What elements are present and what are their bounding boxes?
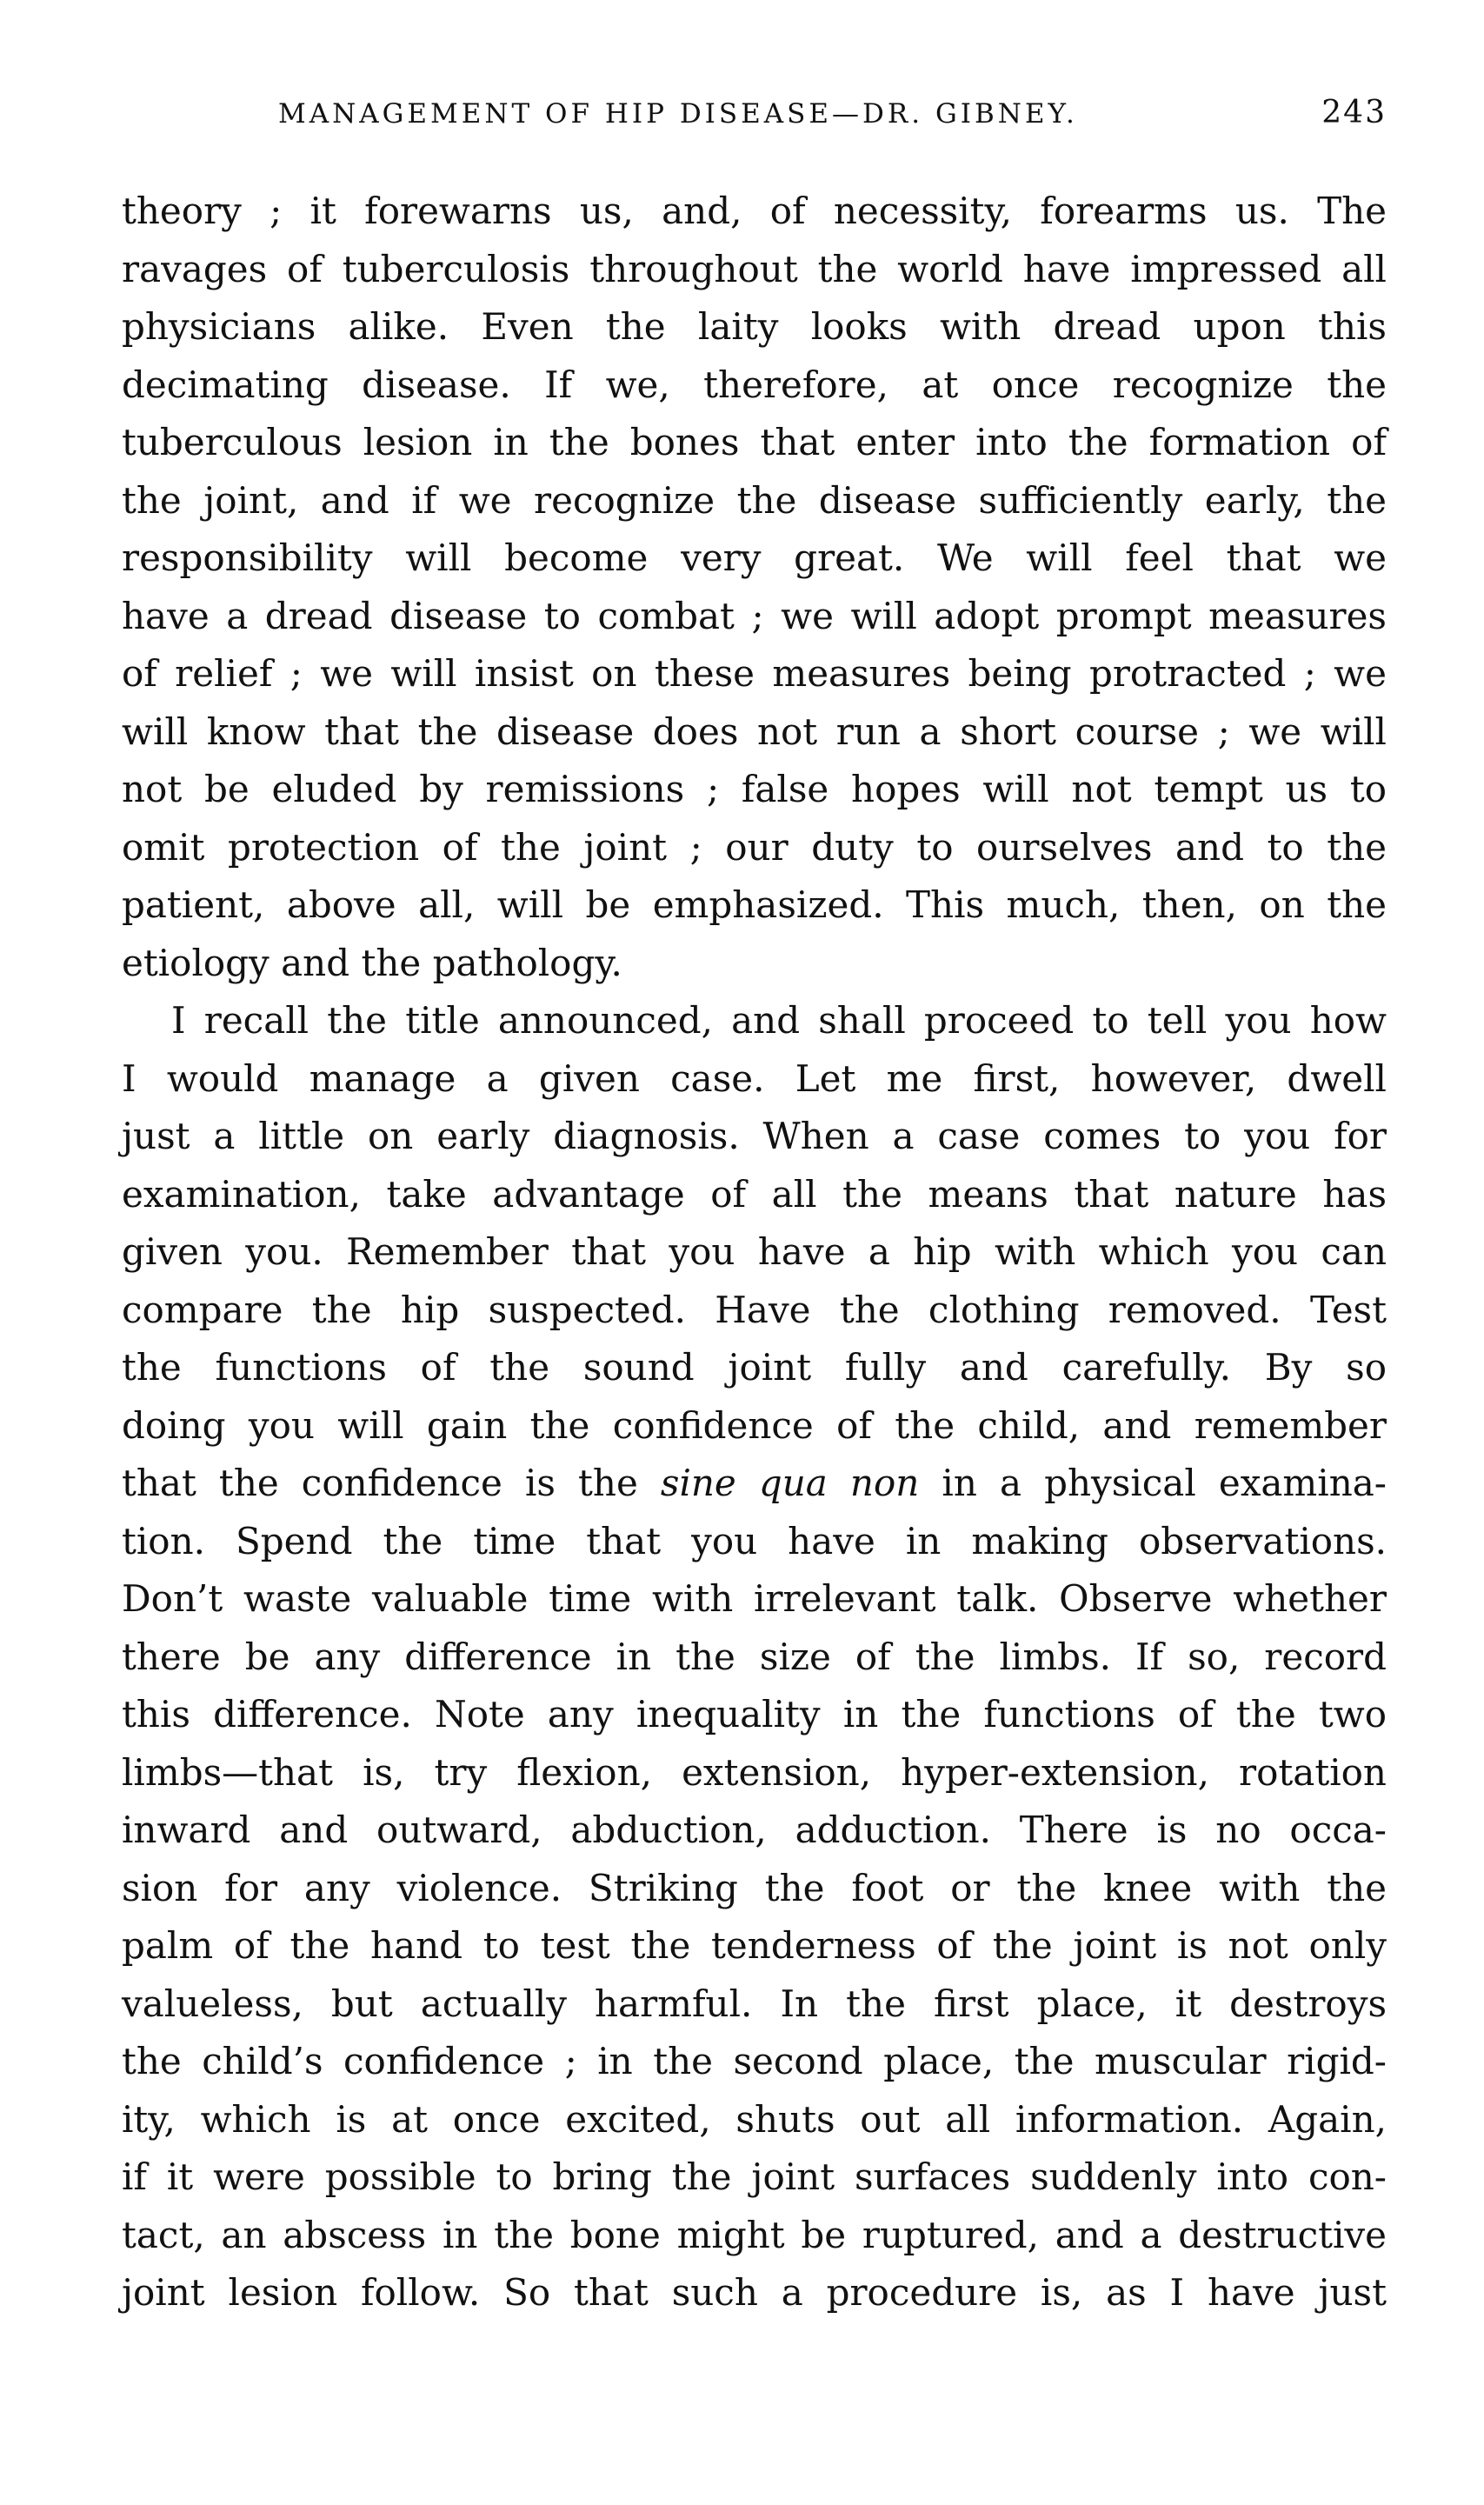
text-line: sion for any violence. Striking the foot or the knee with the: [122, 1866, 1387, 1909]
text-line: tuberculous lesion in the bones that enter into the formation of: [122, 421, 1387, 463]
text-line: if it were possible to bring the joint surfaces suddenly into con-: [122, 2155, 1387, 2198]
text-line: theory ; it forewarns us, and, of necessity, forearms us. The: [122, 190, 1387, 232]
text-line: I would manage a given case. Let me first, however, dwell: [122, 1056, 1387, 1100]
text-run: in a physical examina-: [919, 1462, 1387, 1504]
text-line: responsibility will become very great. We will feel that we: [122, 536, 1387, 579]
text-line: the child’s confidence ; in the second place, the muscular rigid-: [122, 2040, 1387, 2082]
page-number: 243: [1321, 95, 1387, 130]
text-line: omit protection of the joint ; our duty to ourselves and to the: [122, 825, 1387, 869]
text-line: decimating disease. If we, therefore, at once recognize the: [122, 363, 1387, 406]
paragraph-diagnosis: [122, 992, 1387, 2322]
text-line: tion. Spend the time that you have in making observations.: [122, 1519, 1387, 1562]
text-line: doing you will gain the confidence of the child, and remember: [122, 1403, 1387, 1447]
running-head: [122, 83, 1387, 143]
text-line: Don’t waste valuable time with irrelevant talk. Observe whether: [122, 1577, 1387, 1620]
text-line: ity, which is at once excited, shuts out all information. Again,: [122, 2097, 1387, 2141]
text-line: compare the hip suspected. Have the clothing removed. Test: [122, 1288, 1387, 1331]
text-line: this difference. Note any inequality in the functions of the two: [122, 1693, 1387, 1736]
running-title: MANAGEMENT OF HIP DISEASE—DR. GIBNEY.: [278, 98, 1078, 130]
text-line: patient, above all, will be emphasized. This much, then, on the: [122, 883, 1387, 926]
text-line: valueless, but actually harmful. In the first place, it destroys: [122, 1982, 1387, 2025]
text-line: given you. Remember that you have a hip with which you can: [122, 1230, 1387, 1273]
italic-phrase: sine qua non: [660, 1462, 920, 1504]
text-line-with-italic: [122, 1455, 1387, 1513]
text-line: there be any difference in the size of the limbs. If so, record: [122, 1635, 1387, 1678]
text-line: limbs—that is, try flexion, extension, hyper-extension, rotation: [122, 1750, 1387, 1794]
text-line: palm of the hand to test the tenderness of the joint is not only: [122, 1924, 1387, 1967]
text-line: inward and outward, abduction, adduction. There is no occa-: [122, 1809, 1387, 1851]
body-text: [122, 183, 1387, 2322]
text-line: ravages of tuberculosis throughout the world have impressed all: [122, 247, 1387, 290]
text-line: have a dread disease to combat ; we will adopt prompt measures: [122, 594, 1387, 637]
text-line: etiology and the pathology.: [122, 941, 622, 984]
text-line: just a little on early diagnosis. When a case comes to you for: [122, 1115, 1387, 1157]
text-line: examination, take advantage of all the means that nature has: [122, 1172, 1387, 1216]
text-line: tact, an abscess in the bone might be ruptured, and a destructive: [122, 2213, 1387, 2256]
text-line: I recall the title announced, and shall proceed to tell you how: [171, 999, 1387, 1042]
text-line: will know that the disease does not run a short course ; we will: [122, 710, 1387, 753]
text-line: the joint, and if we recognize the disease sufficiently early, the: [122, 478, 1387, 522]
text-line: the functions of the sound joint fully and carefully. By so: [122, 1346, 1387, 1389]
text-line: not be eluded by remissions ; false hopes will not tempt us to: [122, 768, 1387, 810]
text-line: physicians alike. Even the laity looks with dread upon this: [122, 305, 1387, 348]
paragraph-continuation: [122, 183, 1387, 992]
text-line: joint lesion follow. So that such a procedure is, as I have just: [122, 2271, 1387, 2314]
text-run: that the confidence is the: [122, 1462, 661, 1504]
text-line: of relief ; we will insist on these measures being protracted ; we: [122, 652, 1387, 695]
